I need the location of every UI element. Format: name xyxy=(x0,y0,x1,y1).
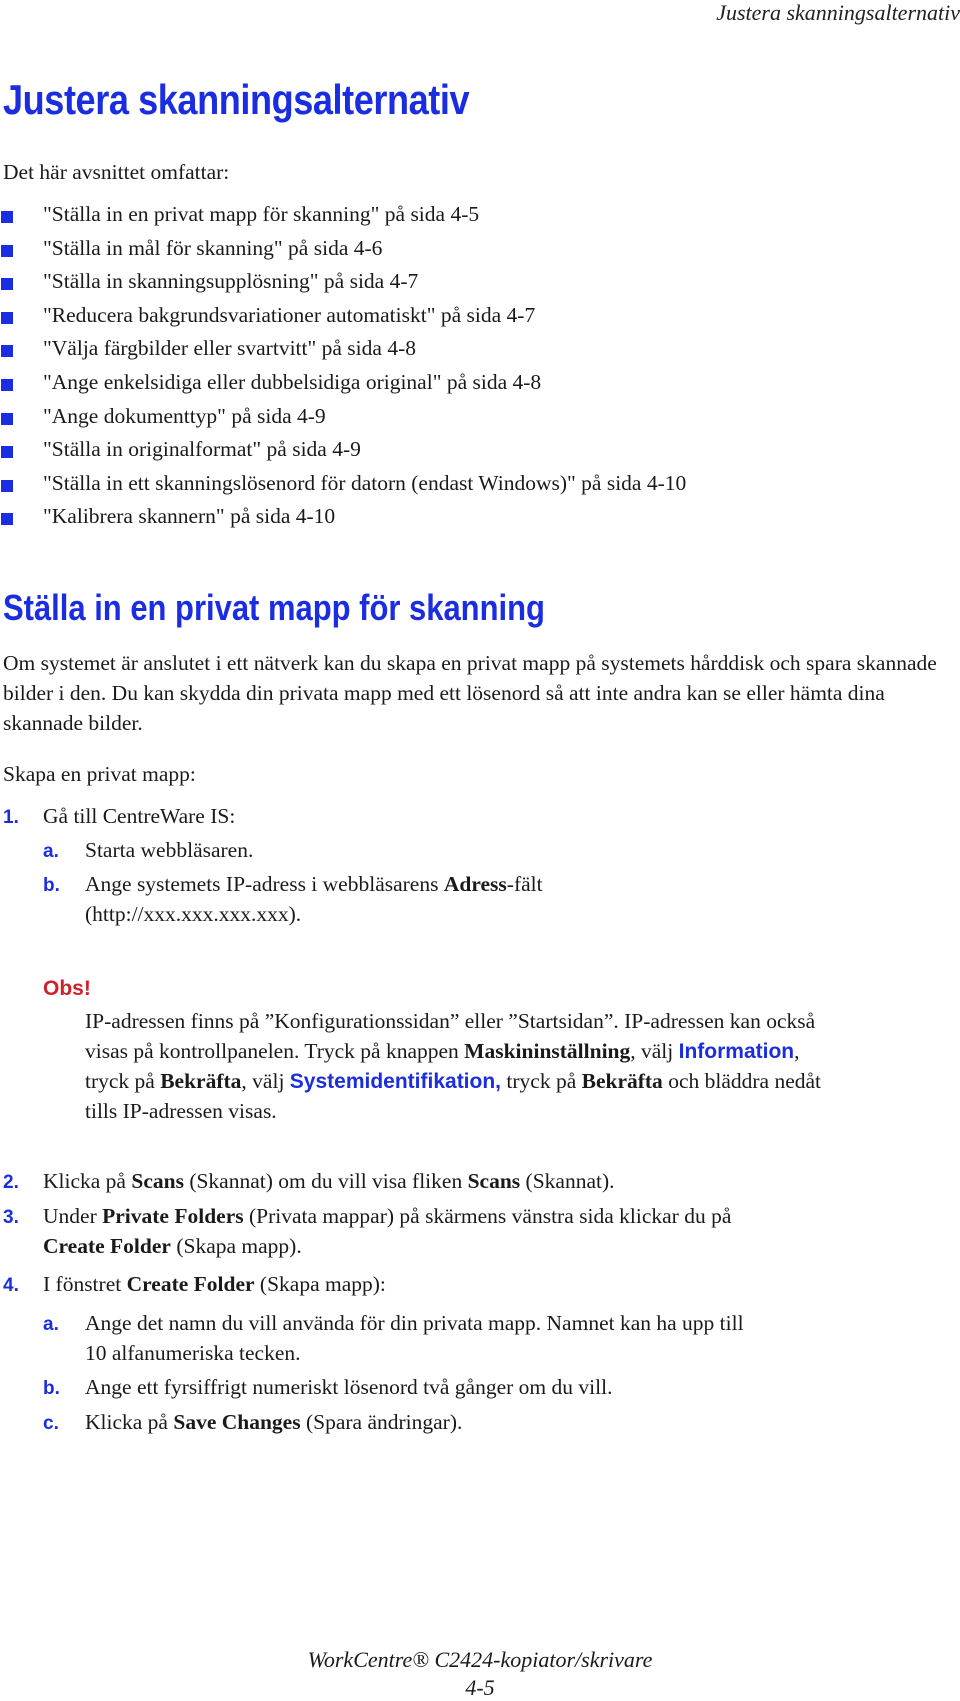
page-title: Justera skanningsalternativ xyxy=(3,76,470,123)
bullet-icon xyxy=(1,379,13,391)
step-text: Under Private Folders (Privata mappar) på skärmens vänstra sida klickar du på xyxy=(43,1204,732,1228)
toc-item[interactable]: "Reducera bakgrundsvariationer automatiskt" på sida 4-7 xyxy=(0,300,686,334)
toc-item[interactable]: "Ställa in mål för skanning" på sida 4-6 xyxy=(0,233,686,267)
substep-text-cont: (http://xxx.xxx.xxx.xxx). xyxy=(85,902,302,926)
toc-list xyxy=(0,199,686,535)
step-text: I fönstret Create Folder (Skapa mapp): xyxy=(43,1272,386,1296)
step-text: Klicka på Scans (Skannat) om du vill visa fliken Scans (Skannat). xyxy=(43,1169,615,1193)
substep-text: Klicka på Save Changes (Spara ändringar). xyxy=(85,1410,463,1434)
bullet-icon xyxy=(1,446,13,458)
bullet-icon xyxy=(1,245,13,257)
step-number: 3. xyxy=(3,1207,19,1228)
step-number: 2. xyxy=(3,1172,19,1193)
note-line: IP-adressen finns på ”Konfigurationssidan” eller ”Startsidan”. IP-adressen kan också xyxy=(85,1009,816,1033)
bullet-icon xyxy=(1,211,13,223)
note-line: tryck på Bekräfta, välj Systemidentifikation, tryck på Bekräfta och bläddra nedåt xyxy=(85,1069,822,1093)
toc-item[interactable]: "Välja färgbilder eller svartvitt" på sida 4-8 xyxy=(0,333,686,367)
toc-item[interactable]: "Ställa in en privat mapp för skanning" på sida 4-5 xyxy=(0,199,686,233)
substep-text: Starta webbläsaren. xyxy=(85,838,254,862)
substep-letter: a. xyxy=(43,1314,59,1335)
step-number: 1. xyxy=(3,807,19,828)
note-line: tills IP-adressen visas. xyxy=(85,1099,277,1123)
create-label: Skapa en privat mapp: xyxy=(3,762,196,786)
running-header: Justera skanningsalternativ xyxy=(716,0,960,25)
bullet-icon xyxy=(1,312,13,324)
toc-item[interactable]: "Ange dokumenttyp" på sida 4-9 xyxy=(0,401,686,435)
bullet-icon xyxy=(1,480,13,492)
toc-item[interactable]: "Kalibrera skannern" på sida 4-10 xyxy=(0,501,686,535)
substep-letter: b. xyxy=(43,875,60,896)
step-text: Gå till CentreWare IS: xyxy=(43,804,236,828)
substep-text: Ange det namn du vill använda för din privata mapp. Namnet kan ha upp till xyxy=(85,1311,744,1335)
step-number: 4. xyxy=(3,1275,19,1296)
substep-letter: a. xyxy=(43,841,59,862)
toc-item[interactable]: "Ställa in skanningsupplösning" på sida 4-7 xyxy=(0,266,686,300)
toc-item[interactable]: "Ställa in ett skanningslösenord för datorn (endast Windows)" på sida 4-10 xyxy=(0,468,686,502)
toc-item[interactable]: "Ställa in originalformat" på sida 4-9 xyxy=(0,434,686,468)
bullet-icon xyxy=(1,345,13,357)
intro-label: Det här avsnittet omfattar: xyxy=(3,160,230,184)
note-line: visas på kontrollpanelen. Tryck på knappen Maskininställning, välj Information, xyxy=(85,1039,800,1063)
note-label: Obs! xyxy=(43,977,91,1000)
substep-text: Ange ett fyrsiffrigt numeriskt lösenord två gånger om du vill. xyxy=(85,1375,613,1399)
step-text-cont: Create Folder (Skapa mapp). xyxy=(43,1234,302,1258)
substep-text-cont: 10 alfanumeriska tecken. xyxy=(85,1341,301,1365)
toc-item[interactable]: "Ange enkelsidiga eller dubbelsidiga original" på sida 4-8 xyxy=(0,367,686,401)
section-intro: Om systemet är anslutet i ett nätverk kan du skapa en privat mapp på systemets hårddisk och spara skannade bilder i den. Du kan skydda din privata mapp med ett lösenord så att inte andra kan se eller hämta dina skannade bilder. xyxy=(3,651,937,735)
bullet-icon xyxy=(1,278,13,290)
section-title: Ställa in en privat mapp för skanning xyxy=(3,587,545,628)
bullet-icon xyxy=(1,513,13,525)
substep-letter: c. xyxy=(43,1413,59,1434)
footer-page-number: 4-5 xyxy=(465,1675,495,1700)
substep-text: Ange systemets IP-adress i webbläsarens Adress-fält xyxy=(85,872,543,896)
substep-letter: b. xyxy=(43,1378,60,1399)
footer-product: WorkCentre® C2424-kopiator/skrivare xyxy=(307,1647,653,1672)
bullet-icon xyxy=(1,413,13,425)
